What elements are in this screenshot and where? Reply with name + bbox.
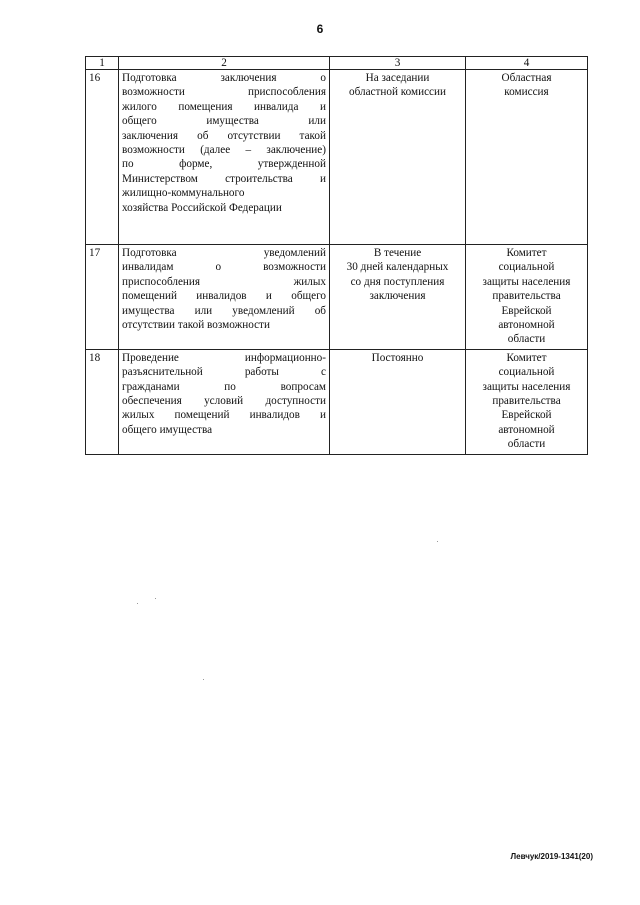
scan-speck: [203, 679, 204, 680]
description-line: отсутствии такой возможности: [122, 319, 270, 332]
responsible-line: автономной: [498, 319, 555, 332]
responsible-line: защиты населения: [482, 275, 571, 288]
row-number: 17: [86, 245, 119, 350]
responsible-line: области: [507, 333, 546, 346]
timing-line: На заседании: [365, 72, 430, 84]
timing-line: В течение: [373, 247, 422, 259]
description-line: обеспечения условий доступности: [122, 395, 326, 408]
responsible-line: области: [507, 438, 546, 451]
responsible-line: социальной: [498, 261, 555, 274]
description-line: жилых помещений инвалидов и: [122, 409, 326, 422]
responsible-line: Комитет: [506, 247, 547, 259]
responsible-line: Областная: [501, 72, 552, 84]
measure-responsible: [466, 349, 588, 454]
responsible-line: правительства: [492, 290, 561, 303]
row-number: 16: [86, 70, 119, 245]
measures-table: [85, 56, 588, 455]
header-col-4: 4: [466, 57, 588, 70]
scan-speck: [155, 598, 156, 599]
responsible-line: Комитет: [506, 351, 547, 364]
description-line: хозяйства Российской Федерации: [122, 201, 282, 214]
description-line: гражданами по вопросам: [122, 380, 326, 393]
description-line: помещений инвалидов и общего: [122, 290, 326, 303]
description-line: имущества или уведомлений об: [122, 304, 326, 317]
responsible-line: социальной: [498, 366, 555, 379]
document-reference: Левчук/2019-1341(20): [510, 852, 593, 861]
description-line: Подготовка заключения о: [122, 72, 326, 84]
description-line: возможности (далее – заключение): [122, 144, 326, 157]
description-line: по форме, утвержденной: [122, 158, 326, 171]
timing-line: 30 дней календарных: [346, 261, 449, 274]
scan-speck: [137, 603, 138, 604]
table-row: [86, 349, 588, 454]
description-line: Министерством строительства и: [122, 172, 326, 185]
responsible-line: Еврейской: [501, 409, 552, 422]
measure-responsible: [466, 245, 588, 350]
responsible-line: правительства: [492, 395, 561, 408]
responsible-line: защиты населения: [482, 380, 571, 393]
table-body: [86, 70, 588, 455]
description-line: Подготовка уведомлений: [122, 247, 326, 259]
measure-timing: [330, 245, 466, 350]
description-line: жилого помещения инвалида и: [122, 100, 326, 113]
scan-speck: [437, 541, 438, 542]
header-col-3: 3: [330, 57, 466, 70]
timing-line: заключения: [369, 290, 426, 303]
measure-description: [119, 349, 330, 454]
description-line: разъяснительной работы с: [122, 366, 326, 379]
responsible-line: Еврейской: [501, 304, 552, 317]
description-line: приспособления жилых: [122, 275, 326, 288]
description-line: возможности приспособления: [122, 86, 326, 99]
header-col-1: 1: [86, 57, 119, 70]
measure-timing: [330, 349, 466, 454]
timing-line: Постоянно: [371, 351, 424, 364]
responsible-line: автономной: [498, 423, 555, 436]
table-row: [86, 70, 588, 245]
description-line: жилищно-коммунального: [122, 187, 245, 200]
timing-line: со дня поступления: [350, 275, 445, 288]
responsible-line: комиссия: [504, 86, 549, 99]
description-line: общего имущества: [122, 423, 213, 436]
page-number: 6: [316, 22, 324, 36]
measure-timing: [330, 70, 466, 245]
measure-responsible: [466, 70, 588, 245]
table-header-row: [86, 57, 588, 70]
measure-description: [119, 245, 330, 350]
measure-description: [119, 70, 330, 245]
row-number: 18: [86, 349, 119, 454]
timing-line: областной комиссии: [349, 86, 446, 99]
description-line: Проведение информационно-: [122, 351, 326, 364]
description-line: инвалидам о возможности: [122, 261, 326, 274]
header-col-2: 2: [119, 57, 330, 70]
description-line: общего имущества или: [122, 115, 326, 128]
table-row: [86, 245, 588, 350]
description-line: заключения об отсутствии такой: [122, 129, 326, 142]
